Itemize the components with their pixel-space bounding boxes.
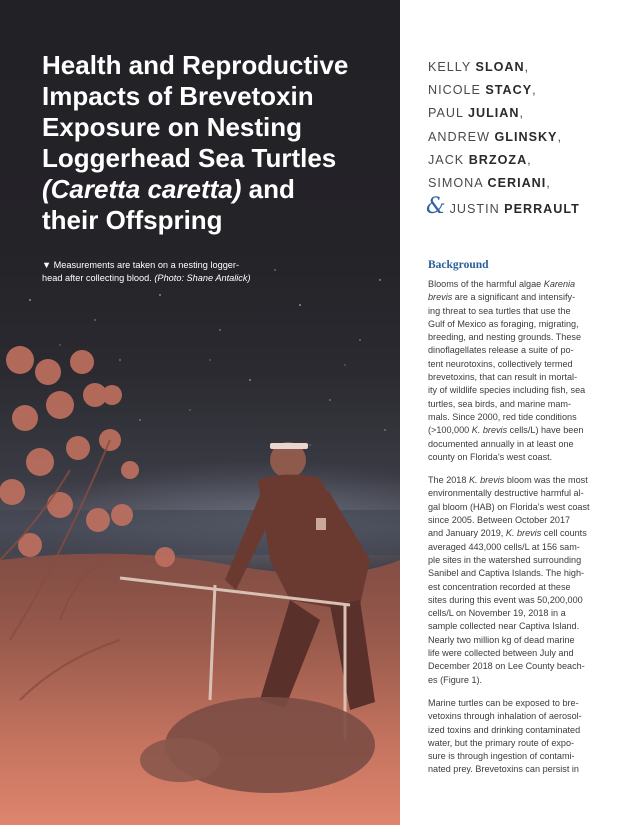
title-line: their Offspring: [42, 205, 223, 235]
title-line: Impacts of Brevetoxin: [42, 81, 314, 111]
article-body: [428, 278, 611, 787]
paragraph-3: [428, 697, 611, 777]
body-line: ity of wildlife species including fish, sea: [428, 385, 586, 396]
author-name: PAUL JULIAN,: [428, 106, 524, 121]
title-line: Loggerhead Sea Turtles: [42, 143, 337, 173]
body-line: breeding, and nesting grounds. These: [428, 332, 582, 343]
body-line: December 2018 on Lee County beach-: [428, 661, 585, 672]
caption-marker-icon: ▼: [42, 260, 52, 270]
body-line: Blooms of the harmful algae Karenia: [428, 279, 576, 289]
body-line: est concentration recorded at these: [428, 581, 571, 592]
section-heading: Background: [428, 259, 489, 271]
ampersand: &: [426, 194, 446, 220]
title-line: Exposure on Nesting: [42, 112, 303, 142]
paragraph-2: [428, 474, 611, 687]
photo-credit: (Photo: Shane Antalick): [154, 273, 251, 283]
body-line: vetoxins through inhalation of aerosol-: [428, 711, 582, 722]
body-line: documented annually in at least one: [428, 438, 574, 449]
author-name: JACK BRZOZA,: [428, 152, 532, 167]
body-line: ized toxins and drinking contaminated: [428, 724, 581, 735]
body-line: brevis are a significant and intensify-: [428, 292, 576, 303]
body-line: and January 2019, K. brevis cell counts: [428, 528, 587, 539]
author-name: & JUSTIN PERRAULT: [426, 194, 580, 220]
body-line: environmentally destructive harmful al-: [428, 488, 584, 499]
author-list: [428, 56, 618, 218]
author-name: ANDREW GLINSKY,: [428, 129, 562, 144]
body-line: turtles, sea birds, and marine mam-: [428, 398, 572, 409]
body-line: brevetoxins, that can result in mortal-: [428, 372, 578, 383]
body-line: es (Figure 1).: [428, 674, 483, 685]
body-line: ple sites in the watershed surrounding: [428, 554, 582, 565]
body-line: sure is through ingestion of contami-: [428, 751, 575, 762]
body-line: Marine turtles can be exposed to bre-: [428, 697, 579, 708]
body-line: sites during this event was 50,200,000: [428, 594, 583, 605]
author-name: SIMONA CERIANI,: [428, 175, 551, 190]
body-line: since 2005. Between October 2017: [428, 515, 571, 526]
body-line: county on Florida’s west coast.: [428, 451, 553, 462]
title-line: (Caretta caretta) and: [42, 174, 295, 204]
body-line: (>100,000 K. brevis cells/L) have been: [428, 425, 584, 436]
body-line: dinoflagellates release a suite of po-: [428, 345, 574, 356]
body-line: gal bloom (HAB) on Florida’s west coast: [428, 501, 590, 512]
body-line: sample collected near Captiva Island.: [428, 621, 580, 632]
paragraph-1: [428, 278, 611, 464]
scientific-name: (Caretta caretta): [42, 174, 242, 204]
title-line: Health and Reproductive: [42, 50, 349, 80]
body-line: water, but the primary route of expo-: [428, 737, 575, 748]
body-line: life were collected between July and: [428, 648, 574, 659]
body-line: cells/L on November 19, 2018 in a: [428, 608, 566, 619]
body-line: averaged 443,000 cells/L at 156 sam-: [428, 541, 580, 552]
body-line: The 2018 K. brevis bloom was the most: [428, 475, 588, 486]
body-line: tent neurotoxins, collectively termed: [428, 358, 573, 369]
body-line: nated prey. Brevetoxins can persist in: [428, 764, 579, 775]
body-line: mals. Since 2000, red tide conditions: [428, 411, 577, 422]
author-name: KELLY SLOAN,: [428, 60, 530, 74]
photo-caption: ▼ Measurements are taken on a nesting logger- head after collecting blood. (Photo: Shane Antalick): [42, 260, 251, 283]
author-name: NICOLE STACY,: [428, 83, 537, 98]
body-line: Nearly two million kg of dead marine: [428, 634, 575, 645]
body-line: Sanibel and Captiva Islands. The high-: [428, 568, 585, 579]
body-line: ing threat to sea turtles that use the: [428, 305, 571, 316]
article-title: [42, 50, 382, 236]
body-line: Gulf of Mexico as foraging, migrating,: [428, 318, 579, 329]
